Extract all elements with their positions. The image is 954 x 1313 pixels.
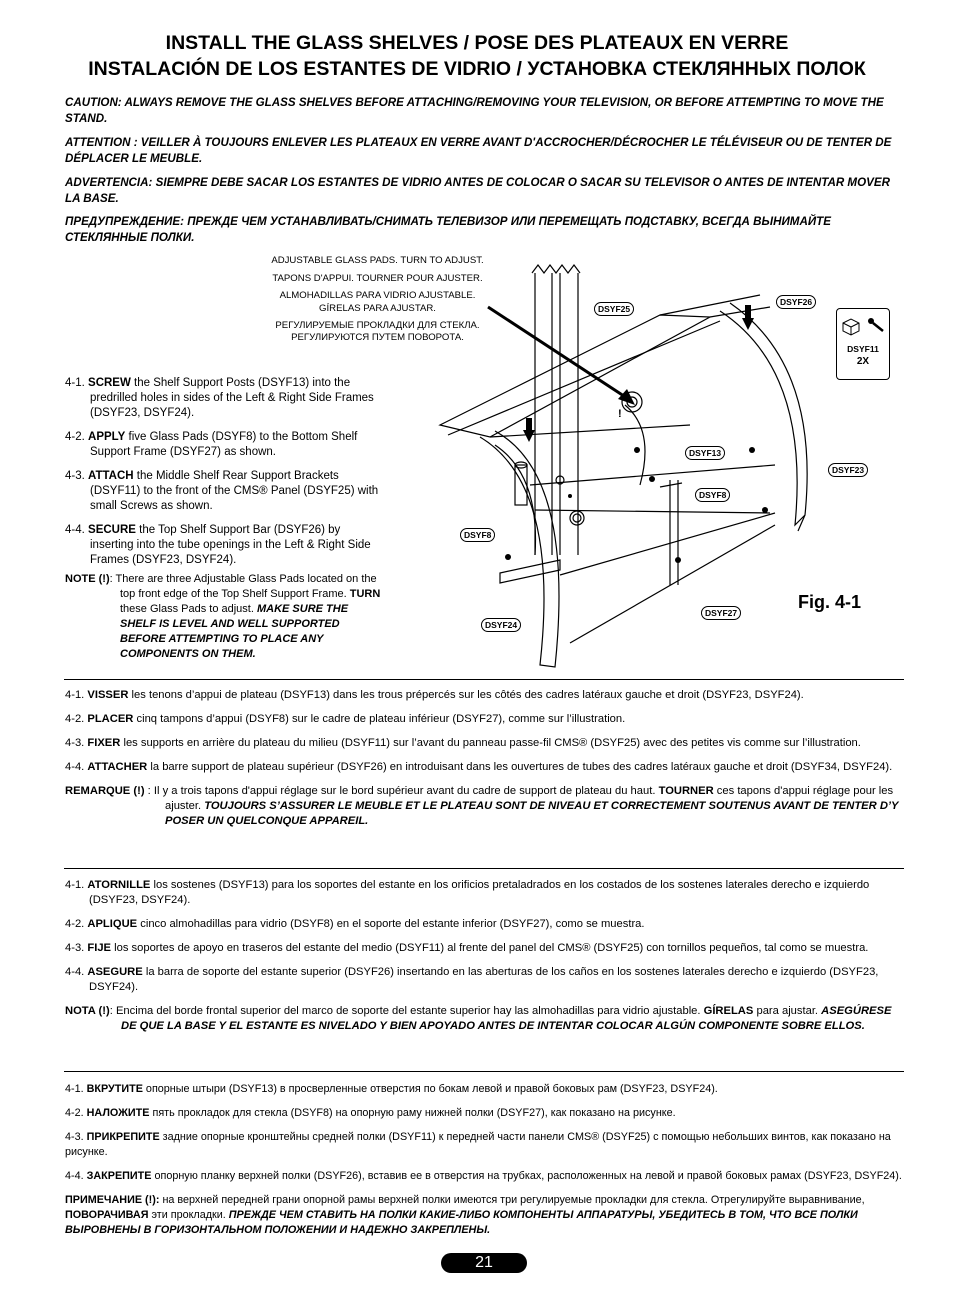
tag-dsyf23: DSYF23 — [828, 463, 868, 477]
es-note: NOTA (!): Encima del borde frontal superior del marco de soporte del estante superior hay las almohadillas para vidrio ajustable. GÍRELAS para ajustar. ASEGÚRESE DE QUE LA BASE Y EL ESTANTE ES NIVELADO Y BIEN APOYADO ANTES DE INTENTAR COLOCAR ALGÚN COMPONENTE SOBRE ELLOS. — [65, 1005, 892, 1032]
ru-step-1: 4-1. ВКРУТИТЕ опорные штыри (DSYF13) в просверленные отверстия по бокам левой и правой боковых рам (DSYF23, DSYF24). — [65, 1083, 718, 1095]
en-note: NOTE (!): There are three Adjustable Glass Pads located on the top front edge of the Top Shelf Support Frame. TURN these Glass Pads to adjust. MAKE SURE THE SHELF IS LEVEL AND WELL SUPPORTED BEFORE ATTEMPTING TO PLACE ANY COMPONENTS ON THEM. — [65, 573, 381, 660]
fr-section — [65, 688, 905, 829]
tag-dsyf26: DSYF26 — [776, 295, 816, 309]
ru-step-2: 4-2. НАЛОЖИТЕ пять прокладок для стекла (DSYF8) на опорную раму нижней полки (DSYF27), как показано на рисунке. — [65, 1107, 676, 1119]
divider-2 — [64, 868, 904, 869]
svg-text:!: ! — [618, 408, 622, 420]
caution-fr: ATTENTION : VEILLER À TOUJOURS ENLEVER LES PLATEAUX EN VERRE AVANT D'ACCROCHER/DÉCROCHER LE TÉLÉVISEUR OU DE TENTER DE DÉPLACER LE MEUBLE. — [65, 136, 892, 165]
es-step-4: 4-4. ASEGURE la barra de soporte del estante superior (DSYF26) insertando en las aberturas de los caños en los sostenes laterales derecho e izquierdo (DSYF23, DSYF24). — [65, 966, 879, 993]
ru-step-3: 4-3. ПРИКРЕПИТЕ задние опорные кронштейны средней полки (DSYF11) к передней части панели CMS® (DSYF25) с помощью небольших винтов, как показано на рисунке. — [65, 1131, 891, 1158]
es-section — [65, 878, 905, 1034]
es-step-1: 4-1. ATORNILLE los sostenes (DSYF13) para los soportes del estante en los orificios pretaladrados en los costados de los sostenes laterales derecho e izquierdo (DSYF23, DSYF24). — [65, 879, 870, 906]
fr-step-1: 4-1. VISSER les tenons d’appui de plateau (DSYF13) dans les trous prépercés sur les côtés des cadres latéraux gauche et droit (DSYF23, DSYF24). — [65, 689, 804, 701]
pad-label-es1: ALMOHADILLAS PARA VIDRIO AJUSTABLE. — [279, 290, 476, 301]
en-step-2: 4-2. APPLY five Glass Pads (DSYF8) to the Bottom Shelf Support Frame (DSYF27) as shown. — [65, 431, 358, 458]
tag-dsyf8-left: DSYF8 — [460, 528, 495, 542]
divider-3 — [64, 1071, 904, 1072]
ru-section — [65, 1082, 905, 1238]
figure-label: Fig. 4-1 — [798, 592, 862, 612]
pad-label-es2: GÍRELAS PARA AJUSTAR. — [319, 303, 436, 314]
hardware-qty: 2X — [856, 356, 870, 367]
pad-label-ru2: РЕГУЛИРУЮТСЯ ПУТЕМ ПОВОРОТА. — [291, 332, 464, 343]
page-number: 21 — [441, 1253, 527, 1273]
hardware-part: DSYF11 — [847, 344, 879, 354]
en-steps — [65, 376, 381, 662]
tag-dsyf24: DSYF24 — [481, 618, 521, 632]
page-subtitle: INSTALACIÓN DE LOS ESTANTES DE VIDRIO / УСТАНОВКА СТЕКЛЯННЫХ ПОЛОК — [88, 58, 866, 80]
en-step-4: 4-4. SECURE the Top Shelf Support Bar (DSYF26) by inserting into the tube openings in the Left & Right Side Frames (DSYF23, DSYF24). — [65, 524, 371, 566]
tag-dsyf25: DSYF25 — [594, 302, 634, 316]
fr-step-4: 4-4. ATTACHER la barre support de plateau supérieur (DSYF26) en introduisant dans les ouvertures de tubes des cadres latéraux gauche et droit (DSYF34, DSYF24). — [65, 761, 893, 773]
en-step-1: 4-1. SCREW the Shelf Support Posts (DSYF13) into the predrilled holes in sides of the Left & Right Side Frames (DSYF23, DSYF24). — [65, 377, 374, 419]
tag-dsyf8-right: DSYF8 — [695, 488, 730, 502]
caution-es: ADVERTENCIA: SIEMPRE DEBE SACAR LOS ESTANTES DE VIDRIO ANTES DE COLOCAR O SACAR SU TELEVISOR O ANTES DE INTENTAR MOVER LA BASE. — [65, 176, 890, 205]
fr-note: REMARQUE (!) : Il y a trois tapons d'appui réglage sur le bord supérieur avant du cadre de support de plateau du haut. TOURNER ces tapons d'appui réglage pour les ajuster. TOUJOURS S’ASSURER LE MEUBLE ET LE PLATEAU SONT DE NIVEAU ET CORRECTEMENT SOUTENUS AVANT DE TENTER D’Y POSER UN QUELCONQUE APPAREIL. — [65, 785, 899, 827]
pad-label-fr: TAPONS D'APPUI. TOURNER POUR AJUSTER. — [272, 273, 483, 284]
fr-step-2: 4-2. PLACER cinq tampons d’appui (DSYF8) sur le cadre de plateau inférieur (DSYF27), comme sur l’illustration. — [65, 713, 626, 725]
page-title: INSTALL THE GLASS SHELVES / POSE DES PLATEAUX EN VERRE — [165, 32, 789, 54]
ru-note: ПРИМЕЧАНИЕ (!): на верхней передней грани опорной рамы верхней полки имеются три регулируемые прокладки для стекла. Отрегулируйте выравнивание, ПОВОРАЧИВАЯ эти прокладки. ПРЕЖДЕ ЧЕМ СТАВИТЬ НА ПОЛКИ КАКИЕ-ЛИБО КОМПОНЕНТЫ АППАРАТУРЫ, УБЕДИТЕСЬ В ТОМ, ЧТО ВСЕ ПОЛКИ ВЫРОВНЕНЫ В ГОРИЗОНТАЛЬНОМ ПОЛОЖЕНИИ И НАДЕЖНО ЗАКРЕПЛЕНЫ. — [65, 1194, 865, 1236]
en-step-3: 4-3. ATTACH the Middle Shelf Rear Support Brackets (DSYF11) to the front of the CMS® Panel (DSYF25) with small Screws as shown. — [65, 470, 379, 512]
es-step-2: 4-2. APLIQUE cinco almohadillas para vidrio (DSYF8) en el soporte del estante inferior (DSYF27), como se muestra. — [65, 918, 645, 930]
caution-en: CAUTION: ALWAYS REMOVE THE GLASS SHELVES BEFORE ATTACHING/REMOVING YOUR TELEVISION, OR BEFORE ATTEMPTING TO MOVE THE STAND. — [65, 96, 884, 125]
hardware-box — [836, 308, 890, 380]
pad-label-en: ADJUSTABLE GLASS PADS. TURN TO ADJUST. — [271, 255, 484, 266]
tag-dsyf13: DSYF13 — [685, 446, 725, 460]
divider-1 — [64, 679, 904, 680]
tag-dsyf27: DSYF27 — [701, 606, 741, 620]
es-step-3: 4-3. FIJE los soportes de apoyo en traseros del estante del medio (DSYF11) al frente del panel del CMS® (DSYF25) con tornillos pequeños, tal como se muestra. — [65, 942, 869, 954]
fr-step-3: 4-3. FIXER les supports en arrière du plateau du milieu (DSYF11) sur l’avant du panneau passe-fil CMS® (DSYF25) avec des petites vis comme sur l’illustration. — [65, 737, 861, 749]
pad-label-ru1: РЕГУЛИРУЕМЫЕ ПРОКЛАДКИ ДЛЯ СТЕКЛА. — [275, 320, 480, 331]
ru-step-4: 4-4. ЗАКРЕПИТЕ опорную планку верхней полки (DSYF26), вставив ее в отверстия на трубках, расположенных на левой и правой боковых рамах (DSYF23, DSYF24). — [65, 1170, 902, 1182]
caution-ru: ПРЕДУПРЕЖДЕНИЕ: ПРЕЖДЕ ЧЕМ УСТАНАВЛИВАТЬ/СНИМАТЬ ТЕЛЕВИЗОР ИЛИ ПЕРЕМЕЩАТЬ ПОДСТАВКУ, ВСЕГДА ВЫНИМАЙТЕ СТЕКЛЯННЫЕ ПОЛКИ. — [65, 215, 831, 244]
bracket-screw-icon — [837, 309, 889, 339]
